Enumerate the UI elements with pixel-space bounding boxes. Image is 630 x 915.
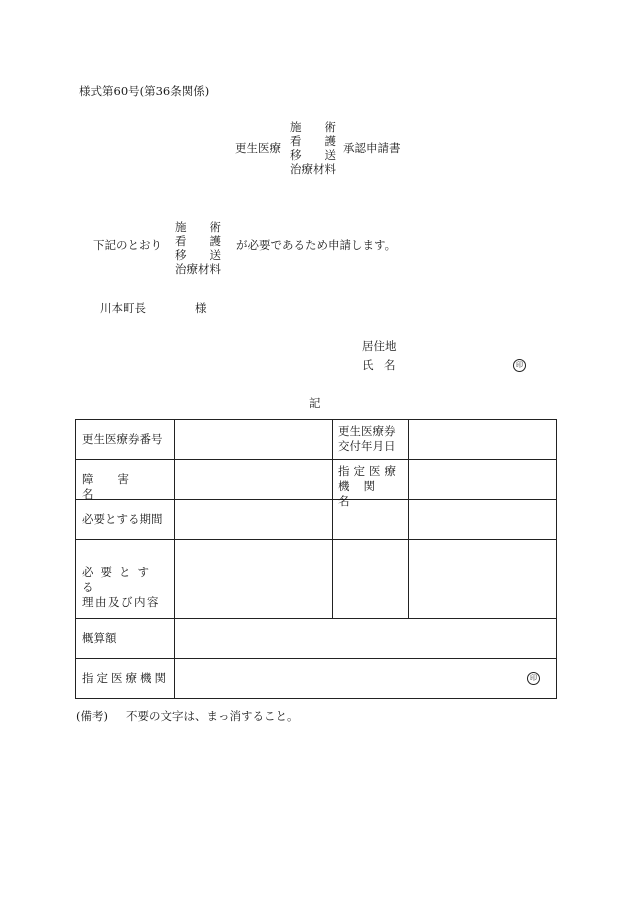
- request-choice: 看: [175, 234, 187, 248]
- table-rule: [332, 419, 333, 619]
- reason-line-2: 理由及び内容: [82, 595, 160, 609]
- institution-line-1: 指定医療: [338, 464, 400, 478]
- row-label-designated-institution: [338, 464, 402, 509]
- table-border: [75, 419, 557, 420]
- addressee-name: 川本町長: [100, 301, 146, 315]
- request-choice: 移: [175, 248, 187, 262]
- applicant-seal-mark: 印: [513, 359, 526, 372]
- title-prefix: 更生医療: [235, 141, 281, 155]
- institution-line-2: 機関名: [338, 479, 389, 508]
- table-rule: [75, 539, 557, 540]
- request-choice-stack: [175, 220, 221, 276]
- title-choice: 術: [324, 120, 336, 134]
- title-choice: 看: [290, 134, 302, 148]
- row-label-designated-facility: 指定医療機関: [82, 671, 169, 685]
- note-label: (備考): [76, 709, 108, 723]
- applicant-name-label-2: 名: [384, 358, 396, 372]
- facility-field[interactable]: [176, 660, 555, 697]
- table-border: [556, 419, 557, 699]
- title-choice-stack: [290, 120, 336, 176]
- disability-label: 障害名: [82, 472, 153, 501]
- table-border: [75, 419, 76, 699]
- issue-date-line-2: 交付年月日: [338, 439, 396, 453]
- addressee-honorific: 様: [195, 301, 207, 315]
- note-text: 不要の文字は、まっ消すること。: [126, 709, 299, 723]
- form-number: 様式第60号(第36条関係): [79, 84, 210, 98]
- title-suffix: 承認申請書: [343, 141, 401, 155]
- row-label-reason: [82, 565, 170, 610]
- period-field[interactable]: [176, 501, 331, 538]
- title-choice: 治療材料: [290, 162, 336, 176]
- table-rule: [174, 419, 175, 699]
- reason-line-1: 必要とする: [82, 565, 156, 594]
- issue-date-line-1: 更生医療券: [338, 424, 396, 438]
- ticket-number-field[interactable]: [176, 421, 331, 458]
- row-label-period: 必要とする期間: [82, 512, 163, 526]
- title-choice: 送: [324, 148, 336, 162]
- table-rule: [408, 419, 409, 619]
- reason-field[interactable]: [176, 541, 331, 617]
- title-choice: 移: [290, 148, 302, 162]
- facility-seal-mark: 印: [527, 672, 540, 685]
- issue-date-field[interactable]: [410, 421, 555, 458]
- table-rule: [75, 658, 557, 659]
- row-label-issue-date: [338, 424, 402, 454]
- row-label-disability: [82, 472, 167, 502]
- request-choice: 施: [175, 220, 187, 234]
- estimate-field[interactable]: [176, 620, 555, 657]
- request-choice: 送: [209, 248, 221, 262]
- disability-field[interactable]: [176, 461, 331, 498]
- row-label-ticket-number: 更生医療券番号: [82, 432, 163, 446]
- request-prefix: 下記のとおり: [93, 238, 162, 252]
- table-border: [75, 698, 557, 699]
- title-choice: 施: [290, 120, 302, 134]
- request-suffix: が必要であるため申請します。: [236, 238, 397, 252]
- request-choice: 護: [209, 234, 221, 248]
- applicant-address-label: 居住地: [362, 339, 397, 353]
- table-rule: [75, 459, 557, 460]
- title-choice: 護: [324, 134, 336, 148]
- ki-heading: 記: [309, 396, 321, 410]
- table-rule: [75, 618, 557, 619]
- request-choice: 治療材料: [175, 262, 221, 276]
- applicant-name-label-1: 氏: [362, 358, 374, 372]
- row-label-estimate: 概算額: [82, 631, 117, 645]
- institution-field[interactable]: [410, 461, 555, 498]
- request-choice: 術: [209, 220, 221, 234]
